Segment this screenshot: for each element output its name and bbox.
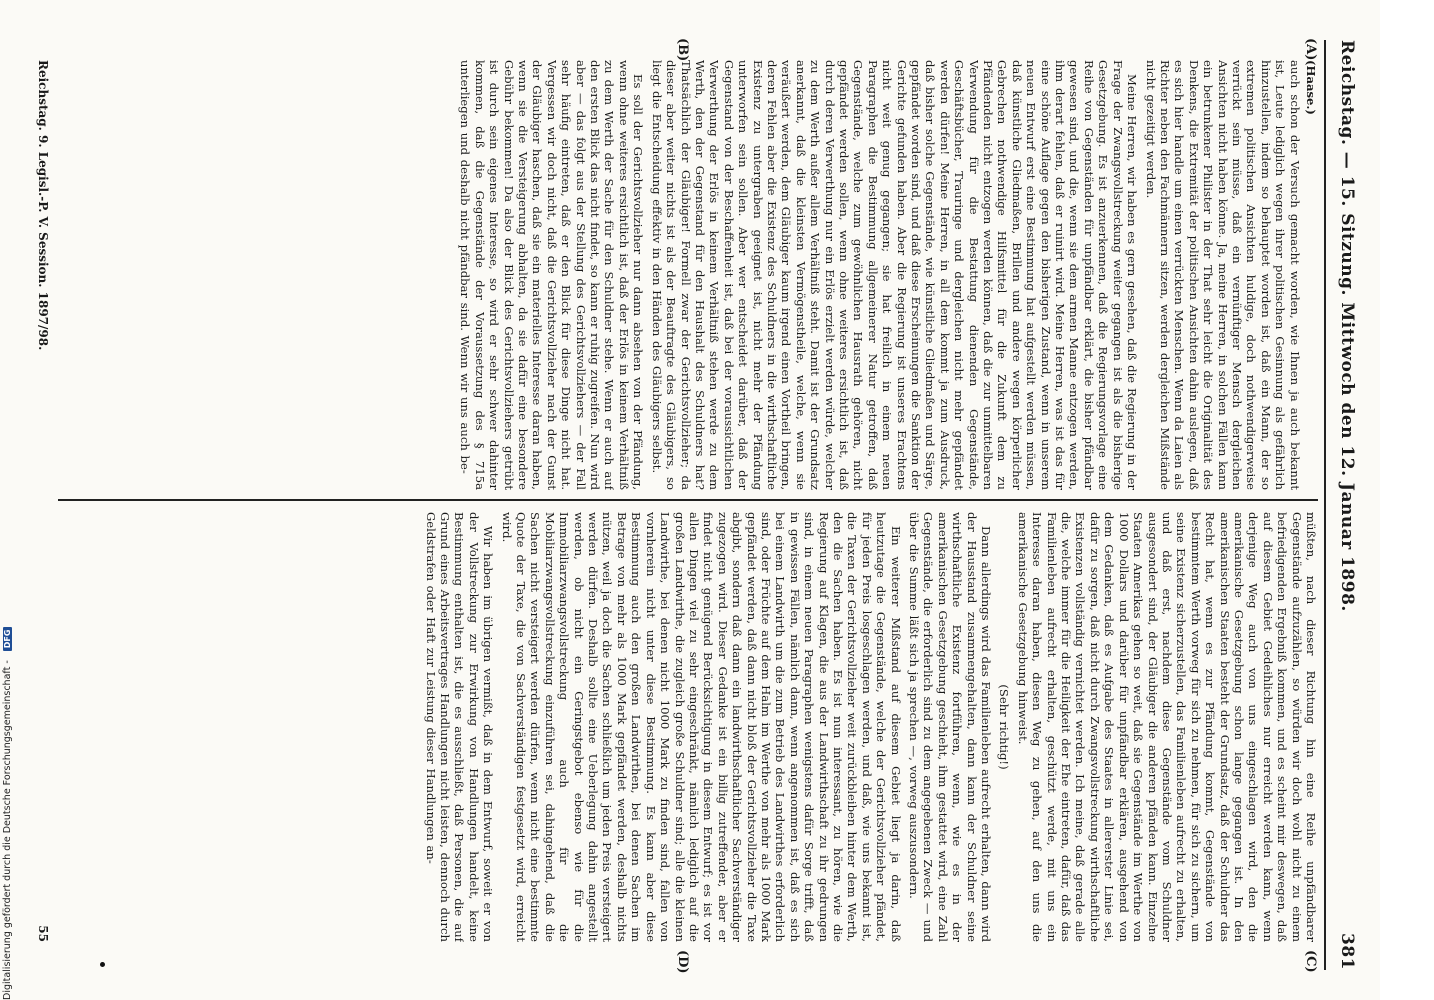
digitization-text: Digitalisierung gefördert durch die Deutsche Forschungsgemeinschaft - xyxy=(2,660,13,1000)
header-rule xyxy=(1324,40,1326,970)
paragraph: Es soll der Gerichtsvollzieher nur dann absehen von der Pfändung, wenn ohne weiteres ersichtlich ist, daß der Erlös in keinem Verhältniß zu dem Werth der Sache für den Schuldner stehe. Wenn er auch auf den ersten Blick das nicht findet, so kann er ruhig zugreifen. Nun wird aber — das folgt aus der Stellung des Gerichtsvollziehers — der Fall sehr häufig eintreten, daß er den Blick für diese Dinge nicht hat. Vergessen wir doch nicht, daß die Gerichtsvollzieher nach der Gunst der Gläubiger haschen, daß sie ein materielles Interesse daran haben, wenn sie die Versteigerung abhalten, da sie dafür eine besondere Gebühr bekommen! Da also der Blick des Gerichtsvollziehers getrübt ist durch sein eigenes Interesse, so wird er sehr schwer dahinter kommen, daß die Gegenstände der Voraussetzung des § 715a unterliegen und deshalb nicht pfändbar sind. Wenn wir uns auch be- xyxy=(458,60,646,490)
footer-sheet-number: 55 xyxy=(36,925,50,942)
column-divider xyxy=(58,499,1318,501)
right-column xyxy=(63,512,1318,942)
paragraph: Ein weiterer Mißstand auf diesem Gebiet liegt ja darin, daß heutzutage die Gegenstände, welche der Gerichtsvollzieher pfändet, für jeden Preis losgeschlagen werden, und daß, wie uns bekannt ist, die Taxen der Gerichtsvollzieher weit zurückbleiben hinter dem Werth, den die Sachen haben. Es ist nun interessant, zu hören, wie die Regierung auf Klagen, die aus der Landwirthschaft zu ihr gedrungen sind, in einem neuen Paragraphen wenigstens dafür Sorge trifft, daß in gewissen Fällen, nämlich dann, wenn angenommen ist, daß es sich bei einem Landwirth um die zum Betrieb des Landwirthes erforderlich sind, oder Früchte auf dem Halm im Werthe von mehr als 1000 Mark gepfändet werden, daß dann nicht bloß der Gerichtsvollzieher die Taxe abgibt, sondern daß dann ein landwirthschaftlicher Sachverständiger zugezogen wird. Dieser Gedanke ist ein billig zutreffender, aber er findet nicht genügend Berücksichtigung in diesem Entwurf; es ist vor allen Dingen viel zu sehr eingeschränkt, nämlich lediglich auf die großen Landwirthe, die zugleich große Schuldner sind; alle die kleinen Landwirthe, bei denen nicht 1000 Mark zu finden sind, fallen von vornherein nicht unter diese Bestimmung. Es kann aber diese Bestimmung auch den großen Landwirthen, bei denen Sachen im Betrage von mehr als 1000 Mark gepfändet werden, deshalb nichts nützen, weil ja doch die Sachen schließlich um jeden Preis versteigert werden dürfen. Deshalb sollte eine Ueberlegung dahin angestellt werden, ob nicht ein Geringstgebot ebenso wie für die Immobiliarzwangsvollstreckung auch für die Mobiliarzwangsvollstreckung einzuführen sei, dahingehend, daß die Sachen nicht versteigert werden dürfen, wenn nicht eine bestimmte Quote der Taxe, die von Sachverständigen festgesetzt wird, erreicht wird. xyxy=(499,512,903,942)
page-number: 381 xyxy=(1337,933,1357,970)
paragraph: Wir haben im übrigen vermißt, daß in dem Entwurf, soweit er von der Vollstreckung zur Erwirkung von Handlungen handelt, keine Bestimmung enthalten ist, die es ausschließt, daß Personen, die auf Grund eines Arbeitsvertrages Handlungen nicht leisten, dennoch durch Geldstrafen oder Haft zur Leistung dieser Handlungen an- xyxy=(423,512,496,942)
page-header xyxy=(1332,40,1362,970)
dfg-logo-icon: DFG xyxy=(3,627,12,652)
margin-marker-b: (B) xyxy=(675,38,690,62)
interjection: (Sehr richtig!) xyxy=(997,684,1012,770)
margin-marker-c: (C) xyxy=(1303,950,1318,973)
paragraph: müßten, nach dieser Richtung hin eine Reihe unpfändbarer Gegenstände aufzuzählen, so würden wir doch wohl nicht zu einem befriedigenden Ergebniß kommen, und es scheint mir deswegen, daß auf diesem Gebiet Gedeihliches nur erreicht werden kann, wenn derjenige Weg auch von uns eingeschlagen wird, den die amerikanische Gesetzgebung schon lange gegangen ist. In den amerikanischen Staaten besteht der Grundsatz, daß der Schuldner das Recht hat, wenn es zur Pfändung kommt, Gegenstände von bestimmtem Werth vorweg für sich zu nehmen, für sich zu sichern, um seine Existenz sicherzustellen, das Familienleben aufrecht zu erhalten, und daß erst, nachdem diese Gegenstände vom Schuldner ausgesondert sind, der Gläubiger die anderen pfänden kann. Einzelne Staaten Amerikas gehen so weit, daß sie Gegenstände im Werthe von 1000 Dollars und darüber für unpfändbar erklären, ausgehend von dem Gedanken, daß es Aufgabe des Staates in allererster Linie sei, dafür zu sorgen, daß nicht durch Zwangsvollstreckung wirthschaftliche Existenzen vollständig vernichtet werden. Ich meine, daß gerade alle die, welche immer für die Heiligkeit der Ehe eintreten, dafür, daß das Familienleben aufrecht erhalten, geschützt werde, mit uns ein Interesse daran haben, diesen Weg zu gehen, auf den uns die amerikanische Gesetzgebung hinweist. xyxy=(1015,512,1318,942)
ink-dot xyxy=(100,962,105,967)
margin-marker-d: (D) xyxy=(675,950,690,974)
paragraph: Dann allerdings wird das Familienleben aufrecht erhalten, dann wird der Hausstand zusammengehalten, dann kann der Schuldner seine wirthschaftliche Existenz fortführen, wenn, wie es in der amerikanischen Gesetzgebung geschieht, ihm gestattet wird, eine Zahl Gegenstände, die erforderlich sind zu dem angegebenen Zweck — und über die Summe läßt sich ja sprechen —, vorweg auszusondern. xyxy=(907,512,994,942)
margin-marker-a: (A) xyxy=(1303,38,1318,61)
left-column xyxy=(63,60,1318,490)
digitization-note xyxy=(2,10,13,1000)
footer-legislature: Reichstag. 9. Legisl.-P. V. Session. 1897/98. xyxy=(36,60,50,351)
speaker-label: (Haase.) xyxy=(1304,60,1318,115)
running-title: Reichstag. — 15. Sitzung. Mittwoch den 12. Januar 1898. xyxy=(1337,40,1357,612)
paragraph: auch schon der Versuch gemacht worden, wie Ihnen ja auch bekannt ist, Leute lediglich wegen ihrer politischen Gesinnung als gefährlich hinzustellen, indem so behauptet worden ist, daß ein Mann, der so extremen politischen Ansichten huldige, doch nothwendigerweise verrückt sein müsse, daß ein vernünftiger Mensch dergleichen Ansichten nicht haben könne. Ja, meine Herren, in solchen Fällen kann ein betrunkener Philister in der That sehr leicht die Originalität des Denkens, die Extremität der politischen Ansichten dahin auslegen, daß es sich hier handle um einen verrückten Menschen. Wenn da Laien als Richter neben den Fachmännern sitzen, werden dergleichen Mißstände nicht gezeitigt werden. xyxy=(1143,60,1302,490)
paragraph: Meine Herren, wir haben es gern gesehen, daß die Regierung in der Frage der Zwangsvollstreckung weiter gegangen ist als die bisherige Gesetzgebung. Es ist anzuerkennen, daß die Regierungsvorlage eine Reihe von Gegenständen für unpfändbar erklärt, die bisher pfändbar gewesen sind, und die, wenn sie dem armen Manne entzogen werden, ihm derart fehlen, daß er ruinirt wird. Meine Herren, was ist das für eine schöne Auflage gegen den bisherigen Zustand, wenn in unserem neuen Entwurf erst eine Bestimmung hat aufgestellt werden müssen, daß künstliche Gliedmaßen, Brillen und andere wegen körperlicher Gebrechen nothwendige Hilfsmittel für die Zukunft dem zu Pfändenden nicht entzogen werden können, daß die zur unmittelbaren Verwendung für die Bestattung dienenden Gegenstände, Geschäftsbücher, Trauringe und dergleichen nicht mehr gepfändet werden dürfen! Meine Herren, in all dem kommt ja zum Ausdruck, daß bisher solche Gegenstände, wie künstliche Gliedmaßen und Särge, gepfändet worden sind, und daß diese Erscheinungen die Sanktion der Gerichte gefunden haben. Aber die Regierung ist unseres Erachtens nicht weit genug gegangen; sie hat freilich in einem neuen Paragraphen die Bestimmung allgemeinerer Natur getroffen, daß Gegenstände, welche zum gewöhnlichen Hausrath gehören, nicht gepfändet werden sollen, wenn ohne weiteres ersichtlich ist, daß durch deren Verwerthung nur ein Erlös erzielt werden würde, welcher zu dem Werth außer allem Verhältniß steht. Damit ist der Grundsatz anerkannt, daß die kleinsten Vermögenstheile, welche, wenn sie veräußert werden, dem Gläubiger kaum irgend einen Vortheil bringen, deren Fehlen aber die Existenz des Schuldners in die wirthschaftliche Existenz zu untergraben geeignet ist, nicht mehr der Pfändung unterworfen sein sollen. Aber wer entscheidet darüber, daß der Gegenstand von der Beschaffenheit ist, daß bei der voraussichtlichen Verwerthung der Erlös in keinem Verhältniß stehen werde zu dem Werth, den der Gegenstand für den Haushalt des Schuldners hat? Thatsächlich der Gläubiger! Formell zwar der Gerichtsvollzieher; da dieser aber weiter nichts ist als der Beauftragte des Gläubigers, so liegt die Entscheidung effektiv in den Händen des Gläubigers selbst. xyxy=(649,60,1140,490)
